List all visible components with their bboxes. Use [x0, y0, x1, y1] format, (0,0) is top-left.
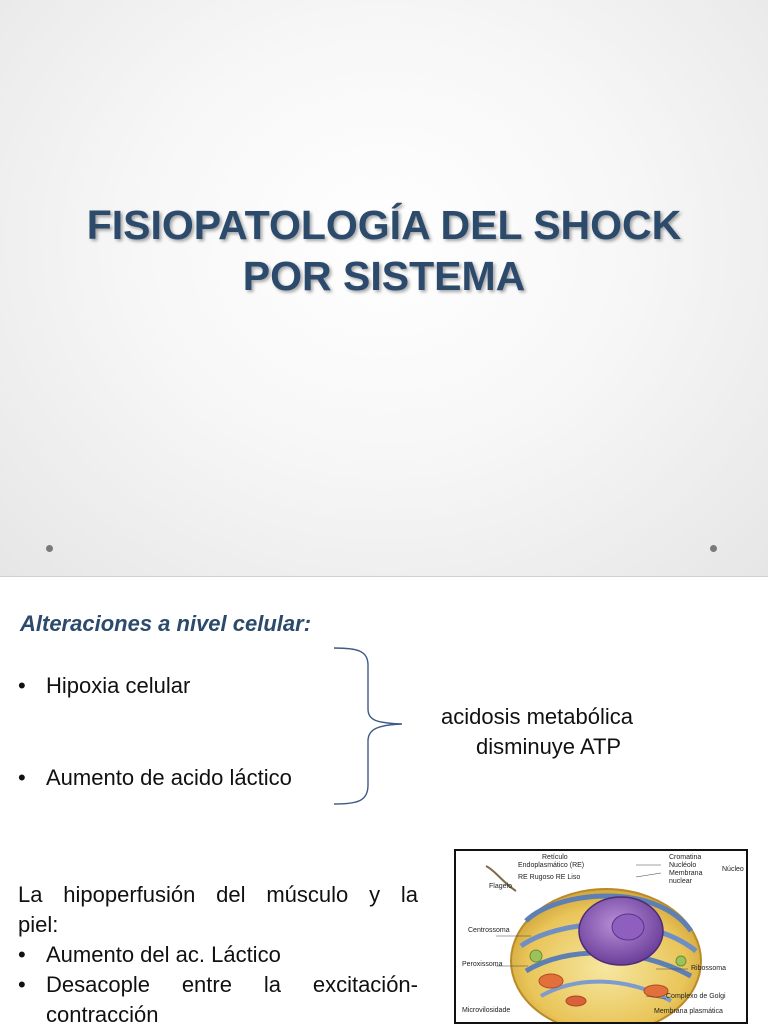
label-centrossoma: Centrossoma	[468, 927, 510, 934]
bullet-marker: •	[18, 673, 26, 698]
paragraph-item-2: • Desacople entre la excitación-contracción	[18, 970, 418, 1030]
result-atp: disminuye ATP	[476, 734, 622, 759]
label-re-rugoso-liso: RE Rugoso RE Liso	[518, 874, 581, 881]
bullet-text: Aumento de acido láctico	[46, 765, 292, 790]
label-flagelo: Flagelo	[489, 883, 512, 890]
slide-dot-right	[710, 545, 717, 552]
label-cromatina: Cromatina	[669, 854, 702, 861]
title-line-2: POR SISTEMA	[242, 253, 526, 299]
label-reticulo: Retículo	[542, 854, 568, 861]
label-complexo-golgi: Complexo de Golgi	[666, 993, 726, 1000]
label-nucleo: Núcleo	[722, 866, 744, 873]
bullet-hipoxia	[18, 673, 190, 699]
bullet-text: Hipoxia celular	[46, 673, 191, 698]
label-ribossoma: Ribossoma	[691, 965, 727, 972]
slide-dot-left	[46, 545, 53, 552]
bullet-marker: •	[18, 765, 26, 790]
label-peroxissoma: Peroxissoma	[462, 961, 503, 968]
title-line-1: FISIOPATOLOGÍA DEL SHOCK	[86, 202, 682, 248]
label-membrana: Membrana	[669, 870, 703, 877]
paragraph-line-1: La hipoperfusión del músculo y la	[18, 882, 418, 907]
label-microvilosidade: Microvilosidade	[462, 1007, 511, 1014]
curly-brace-icon	[328, 645, 408, 809]
result-acidosis: acidosis metabólica	[441, 704, 633, 729]
hipoperfusion-paragraph	[18, 880, 418, 1030]
slide-title	[40, 200, 728, 302]
bullet-acido-lactico	[18, 765, 292, 791]
label-nuclear: nuclear	[669, 878, 692, 885]
label-nucleolo: Nucléolo	[669, 862, 697, 869]
cell-diagram	[454, 849, 748, 1024]
paragraph-item-1: • Aumento del ac. Láctico	[18, 940, 418, 970]
label-membrana-plasmatica: Membrana plasmática	[654, 1008, 723, 1015]
slide-heading: Alteraciones a nivel celular:	[20, 611, 312, 636]
paragraph-line-2: piel:	[18, 912, 59, 937]
label-endoplasmatico: Endoplasmático (RE)	[518, 862, 585, 869]
content-slide	[0, 577, 768, 1027]
